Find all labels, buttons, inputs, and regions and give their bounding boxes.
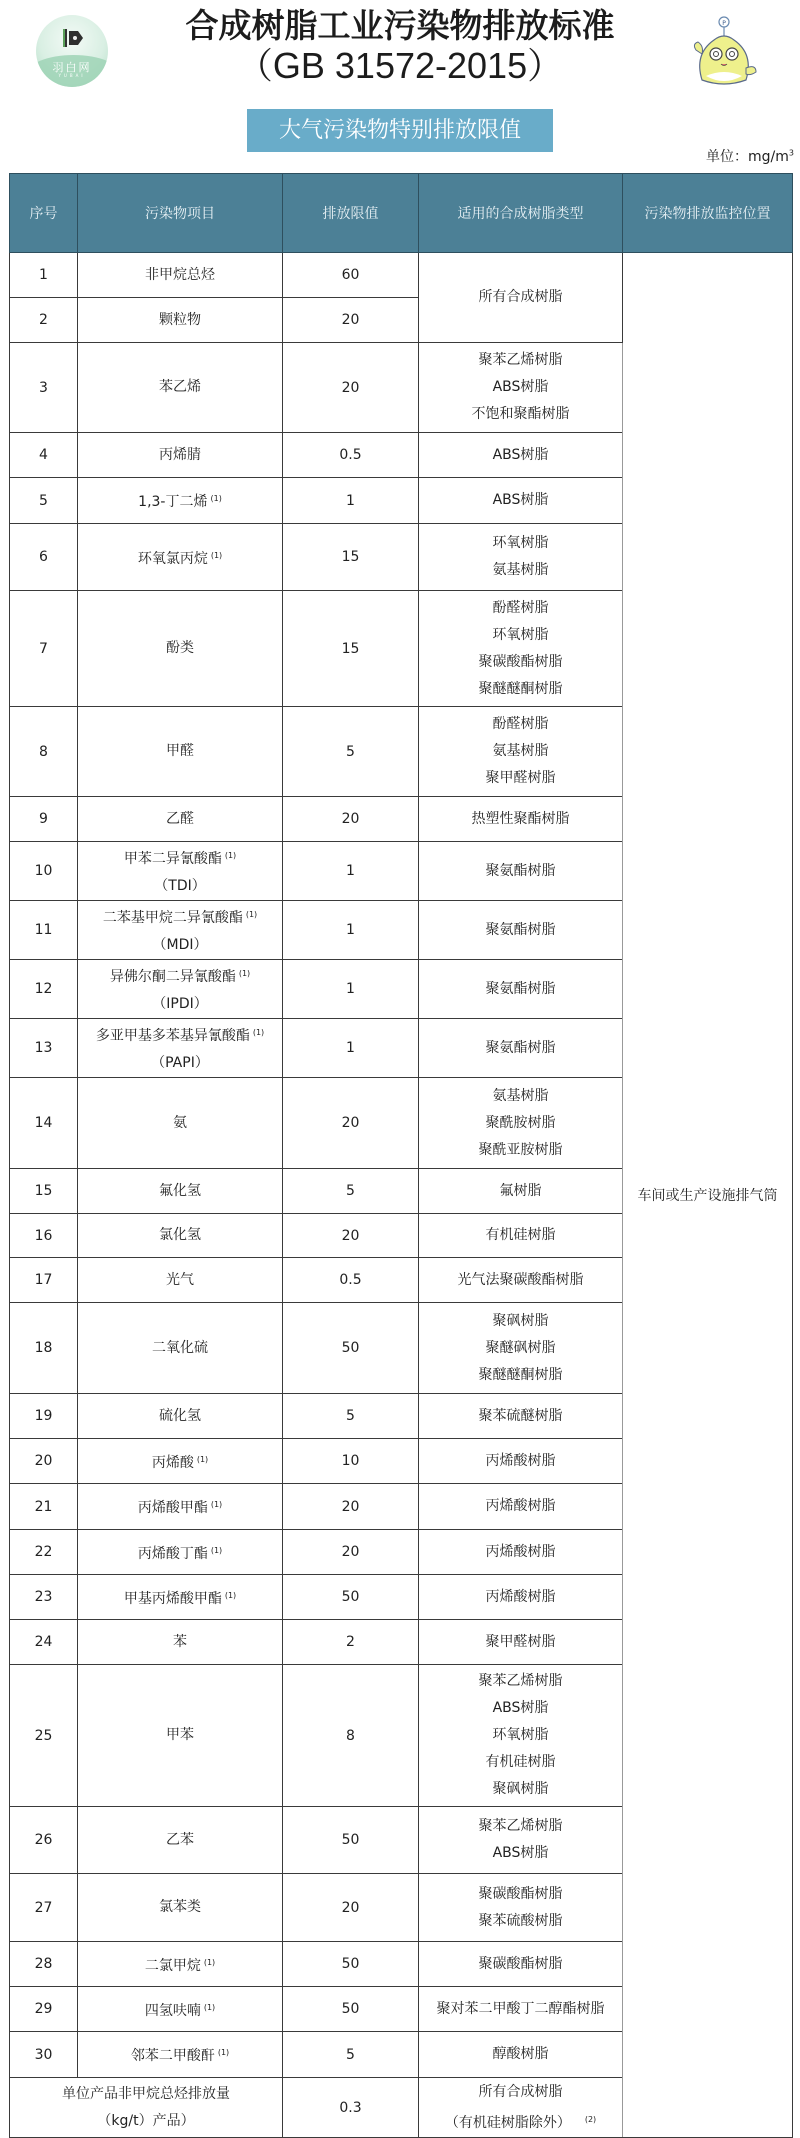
- resin-type: 光气法聚碳酸酯树脂: [457, 1271, 584, 1288]
- unit-label: [706, 146, 794, 166]
- cell-no: 22: [10, 1530, 78, 1575]
- resin-type: 氟树脂: [499, 1182, 542, 1199]
- cell-summary-item: [10, 2078, 283, 2138]
- pollutant-name: 丙烯酸丁酯: [137, 1545, 208, 1562]
- pollutant-name: 颗粒物: [159, 311, 201, 328]
- resin-type: 聚氨酯树脂: [485, 1039, 556, 1056]
- cell-no: 15: [10, 1169, 78, 1214]
- pollutant-name: 光气: [166, 1271, 194, 1288]
- cell-no: 19: [10, 1394, 78, 1439]
- pollutant-name: 苯乙烯: [159, 379, 201, 395]
- cell-resin-types: [419, 1530, 623, 1575]
- resin-type: 氨基树脂: [492, 743, 549, 759]
- table-row: [10, 253, 793, 298]
- pollutant-name: 环氧氯丙烷: [137, 550, 208, 567]
- footnote-ref: (1): [210, 1500, 223, 1509]
- resin-type: 聚苯乙烯树脂: [478, 352, 563, 368]
- cell-resin-types: [419, 1214, 623, 1258]
- resin-type: 聚碳酸酯树脂: [478, 653, 563, 670]
- cell-pollutant: [78, 1620, 283, 1665]
- cell-limit: 20: [283, 1214, 419, 1258]
- resin-type: 聚酰亚胺树脂: [478, 1141, 563, 1158]
- cell-limit: 15: [283, 591, 419, 707]
- cell-no: 2: [10, 298, 78, 343]
- cell-no: 20: [10, 1439, 78, 1484]
- unit-superscript: 3: [788, 148, 794, 158]
- resin-type: 环氧树脂: [492, 535, 549, 551]
- cell-limit: 10: [283, 1439, 419, 1484]
- pollutant-name: 1,3-丁二烯: [138, 494, 208, 510]
- resin-type: 丙烯酸树脂: [485, 1498, 556, 1514]
- cell-resin-types: [419, 1439, 623, 1484]
- col-header-pollutant: 污染物项目: [78, 174, 283, 253]
- cell-resin-types: [419, 1575, 623, 1620]
- resin-type: 聚苯硫酸树脂: [478, 1912, 563, 1929]
- cell-resin-types: [419, 797, 623, 842]
- cell-resin-types: [419, 1942, 623, 1987]
- cell-pollutant: [78, 298, 283, 343]
- footnote-ref: (1): [245, 910, 258, 919]
- cell-monitor-location: 车间或生产设施排气筒: [623, 253, 793, 2138]
- cell-limit: 1: [283, 960, 419, 1019]
- cell-no: 12: [10, 960, 78, 1019]
- footnote-ref: (2): [584, 2114, 597, 2124]
- cell-pollutant: [78, 1258, 283, 1303]
- summary-item-line2: （kg/t）产品）: [97, 2112, 195, 2129]
- cell-pollutant: [78, 707, 283, 797]
- cell-resin-types: [419, 1303, 623, 1394]
- cell-no: 13: [10, 1019, 78, 1078]
- resin-type: 醇酸树脂: [492, 2046, 549, 2062]
- cell-pollutant: [78, 433, 283, 478]
- cell-limit: 1: [283, 901, 419, 960]
- cell-resin-types: [419, 960, 623, 1019]
- cell-no: 5: [10, 478, 78, 524]
- summary-resin-line1: 所有合成树脂: [478, 2083, 563, 2100]
- resin-type: 氨基树脂: [492, 562, 549, 578]
- cell-summary-limit: 0.3: [283, 2078, 419, 2138]
- cell-limit: 20: [283, 1484, 419, 1530]
- cell-no: 9: [10, 797, 78, 842]
- cell-no: 8: [10, 707, 78, 797]
- svg-text:P: P: [722, 20, 726, 27]
- cell-no: 1: [10, 253, 78, 298]
- cell-pollutant: [78, 1214, 283, 1258]
- footnote-ref: (1): [238, 969, 251, 978]
- cell-no: 25: [10, 1665, 78, 1807]
- cell-limit: 50: [283, 1303, 419, 1394]
- resin-type: 聚甲醛树脂: [485, 1633, 556, 1650]
- cell-resin-types: [419, 1987, 623, 2032]
- pollutant-name: 异佛尔酮二异氰酸酯: [109, 969, 236, 985]
- resin-type: 聚碳酸酯树脂: [478, 1955, 563, 1972]
- cell-pollutant: [78, 1807, 283, 1874]
- cell-limit: 0.5: [283, 433, 419, 478]
- cell-limit: 20: [283, 1078, 419, 1169]
- cell-pollutant: [78, 1303, 283, 1394]
- logo-text-en: YUBAI: [58, 73, 86, 78]
- footnote-ref: (1): [224, 851, 237, 860]
- cell-resin-types: [419, 1620, 623, 1665]
- resin-type: 聚碳酸酯树脂: [478, 1885, 563, 1902]
- title-line-2: （GB 31572-2015）: [236, 45, 564, 86]
- cell-no: 11: [10, 901, 78, 960]
- footnote-ref: (1): [210, 550, 223, 560]
- cell-limit: 1: [283, 842, 419, 901]
- resin-type: 聚氨酯树脂: [485, 980, 556, 997]
- pollutant-name: 非甲烷总烃: [145, 266, 215, 283]
- col-header-resin-type: 适用的合成树脂类型: [419, 174, 623, 253]
- cell-resin-types: [419, 1484, 623, 1530]
- cell-no: 18: [10, 1303, 78, 1394]
- resin-type: 环氧树脂: [492, 1727, 549, 1743]
- cell-limit: 5: [283, 1394, 419, 1439]
- resin-type: ABS树脂: [492, 446, 549, 463]
- cell-limit: 20: [283, 343, 419, 433]
- pollutant-name: 邻苯二甲酸酐: [130, 2048, 215, 2064]
- cell-resin-types: [419, 591, 623, 707]
- cell-limit: 1: [283, 1019, 419, 1078]
- cell-no: 10: [10, 842, 78, 901]
- cell-no: 4: [10, 433, 78, 478]
- pollutant-name: 丙烯酸甲酯: [137, 1500, 208, 1516]
- cell-pollutant: [78, 1942, 283, 1987]
- cell-pollutant: [78, 478, 283, 524]
- cell-no: 7: [10, 591, 78, 707]
- cell-limit: 20: [283, 1530, 419, 1575]
- resin-type: 氨基树脂: [492, 1087, 549, 1104]
- footnote-ref: (1): [210, 1545, 223, 1555]
- pollutant-name: 氨: [173, 1114, 187, 1131]
- cell-limit: 50: [283, 1807, 419, 1874]
- resin-type: 有机硅树脂: [485, 1754, 556, 1770]
- pollutant-name: 二苯基甲烷二异氰酸酯: [102, 910, 243, 926]
- resin-type: 酚醛树脂: [492, 599, 549, 616]
- cell-pollutant: [78, 253, 283, 298]
- cell-no: 3: [10, 343, 78, 433]
- resin-type: 热塑性聚酯树脂: [471, 810, 570, 827]
- resin-type: 有机硅树脂: [485, 1227, 556, 1243]
- cell-no: 30: [10, 2032, 78, 2078]
- section-subtitle: 大气污染物特别排放限值: [247, 109, 553, 152]
- cell-no: 21: [10, 1484, 78, 1530]
- logo-text-cn: 羽白网: [52, 61, 92, 74]
- cell-no: 28: [10, 1942, 78, 1987]
- cell-pollutant: [78, 591, 283, 707]
- cell-pollutant: [78, 1439, 283, 1484]
- resin-type: ABS树脂: [492, 1700, 549, 1716]
- title-line-1: 合成树脂工业污染物排放标准: [185, 6, 615, 45]
- cell-resin-types: [419, 1258, 623, 1303]
- cell-limit: 50: [283, 1942, 419, 1987]
- pollutant-name: 甲基丙烯酸甲酯: [123, 1590, 222, 1607]
- footnote-ref: (1): [252, 1028, 265, 1037]
- cell-pollutant: [78, 797, 283, 842]
- cell-resin-types: [419, 478, 623, 524]
- cell-no: 17: [10, 1258, 78, 1303]
- table-header-row: [10, 174, 793, 253]
- cell-pollutant: [78, 1987, 283, 2032]
- resin-type: 聚苯乙烯树脂: [478, 1673, 563, 1689]
- cell-no: 14: [10, 1078, 78, 1169]
- cell-limit: 20: [283, 797, 419, 842]
- resin-type: 聚醚醚酮树脂: [478, 1366, 563, 1383]
- resin-type: 聚砜树脂: [492, 1781, 549, 1797]
- cell-limit: 60: [283, 253, 419, 298]
- pollutant-name: 丙烯腈: [159, 446, 201, 463]
- cell-limit: 5: [283, 1169, 419, 1214]
- cell-resin-types: [419, 1874, 623, 1942]
- cell-limit: 1: [283, 478, 419, 524]
- cell-pollutant: [78, 1575, 283, 1620]
- cell-pollutant: [78, 524, 283, 591]
- resin-type: 丙烯酸树脂: [485, 1588, 556, 1605]
- pollutant-abbr: （TDI）: [154, 878, 206, 894]
- cell-no: 16: [10, 1214, 78, 1258]
- resin-type: 不饱和聚酯树脂: [471, 406, 570, 422]
- pollutant-name: 甲苯: [166, 1727, 194, 1743]
- resin-type: 所有合成树脂: [478, 289, 563, 305]
- resin-type: 丙烯酸树脂: [485, 1452, 556, 1469]
- resin-type: 酚醛树脂: [492, 716, 549, 732]
- footnote-ref: (1): [196, 1454, 209, 1464]
- cell-pollutant: [78, 842, 283, 901]
- cell-no: 26: [10, 1807, 78, 1874]
- cell-summary-resins: [419, 2078, 623, 2138]
- cell-limit: 0.5: [283, 1258, 419, 1303]
- resin-type: 环氧树脂: [492, 626, 549, 643]
- cell-pollutant: [78, 1484, 283, 1530]
- cell-pollutant: [78, 1169, 283, 1214]
- cell-limit: 20: [283, 298, 419, 343]
- pollutant-name: 乙苯: [166, 1831, 194, 1848]
- resin-type: 聚氨酯树脂: [485, 921, 556, 938]
- cell-resin-types: [419, 433, 623, 478]
- pollutant-name: 甲醛: [166, 743, 194, 759]
- pollutant-name: 硫化氢: [159, 1407, 201, 1424]
- pollutant-abbr: （PAPI）: [151, 1055, 209, 1071]
- footnote-ref: (1): [217, 2048, 230, 2057]
- cell-resin-types: [419, 1394, 623, 1439]
- cell-limit: 15: [283, 524, 419, 591]
- page-title: [0, 6, 800, 86]
- cell-pollutant: [78, 1874, 283, 1942]
- unit-text: 单位：mg/m: [706, 149, 789, 165]
- col-header-no: 序号: [10, 174, 78, 253]
- cell-resin-types: [419, 842, 623, 901]
- resin-type: 聚苯硫醚树脂: [478, 1407, 563, 1424]
- pollutant-name: 二氯甲烷: [144, 1957, 201, 1974]
- cell-pollutant: [78, 343, 283, 433]
- cell-resin-types: [419, 707, 623, 797]
- pollutant-name: 丙烯酸: [151, 1454, 194, 1471]
- pollutant-name: 氟化氢: [159, 1182, 201, 1199]
- cell-no: 27: [10, 1874, 78, 1942]
- cell-resin-types: [419, 253, 623, 343]
- resin-type: 聚酰胺树脂: [485, 1114, 556, 1131]
- resin-type: 聚砜树脂: [492, 1312, 549, 1329]
- resin-type: 丙烯酸树脂: [485, 1543, 556, 1560]
- emission-limits-table: [9, 173, 793, 2138]
- cell-pollutant: [78, 960, 283, 1019]
- pollutant-name: 酚类: [166, 640, 194, 656]
- cell-pollutant: [78, 2032, 283, 2078]
- cell-resin-types: [419, 343, 623, 433]
- cell-limit: 8: [283, 1665, 419, 1807]
- pollutant-abbr: （MDI）: [152, 937, 208, 953]
- cell-limit: 20: [283, 1874, 419, 1942]
- cell-resin-types: [419, 524, 623, 591]
- footnote-ref: (1): [210, 494, 222, 503]
- cell-pollutant: [78, 1019, 283, 1078]
- footnote-ref: (1): [203, 2002, 216, 2012]
- cell-limit: 2: [283, 1620, 419, 1665]
- cell-no: 6: [10, 524, 78, 591]
- cell-resin-types: [419, 1019, 623, 1078]
- summary-item-line1: 单位产品非甲烷总烃排放量: [62, 2085, 230, 2102]
- pollutant-name: 苯: [173, 1633, 187, 1650]
- pollutant-name: 氯苯类: [159, 1899, 201, 1915]
- resin-type: 聚苯乙烯树脂: [478, 1818, 563, 1834]
- cell-limit: 50: [283, 1987, 419, 2032]
- resin-type: ABS树脂: [492, 492, 549, 508]
- resin-type: ABS树脂: [492, 379, 549, 395]
- cell-pollutant: [78, 1530, 283, 1575]
- cell-no: 29: [10, 1987, 78, 2032]
- resin-type: 聚醚醚酮树脂: [478, 680, 563, 697]
- resin-type: 聚醚砜树脂: [485, 1339, 556, 1356]
- cell-limit: 5: [283, 2032, 419, 2078]
- cell-resin-types: [419, 2032, 623, 2078]
- resin-type: ABS树脂: [492, 1845, 549, 1861]
- footnote-ref: (1): [203, 1957, 216, 1967]
- col-header-limit: 排放限值: [283, 174, 419, 253]
- resin-type: 聚甲醛树脂: [485, 770, 556, 786]
- col-header-monitor-location: 污染物排放监控位置: [623, 174, 793, 253]
- pollutant-name: 四氢呋喃: [144, 2002, 201, 2019]
- cell-pollutant: [78, 901, 283, 960]
- pollutant-name: 乙醛: [166, 810, 194, 827]
- cell-resin-types: [419, 1078, 623, 1169]
- cell-resin-types: [419, 1807, 623, 1874]
- cell-limit: 50: [283, 1575, 419, 1620]
- cell-no: 24: [10, 1620, 78, 1665]
- resin-type: 聚对苯二甲酸丁二醇酯树脂: [436, 2000, 605, 2017]
- footnote-ref: (1): [224, 1590, 237, 1600]
- pollutant-name: 多亚甲基多苯基异氰酸酯: [95, 1028, 250, 1044]
- resin-type: 聚氨酯树脂: [485, 862, 556, 879]
- cell-no: 23: [10, 1575, 78, 1620]
- cell-pollutant: [78, 1394, 283, 1439]
- cell-pollutant: [78, 1078, 283, 1169]
- cell-resin-types: [419, 901, 623, 960]
- pollutant-abbr: （IPDI）: [152, 996, 208, 1012]
- summary-resin-line2: （有机硅树脂除外）: [444, 2114, 571, 2131]
- pollutant-name: 氯化氢: [159, 1227, 201, 1243]
- pollutant-name: 甲苯二异氰酸酯: [123, 851, 222, 867]
- pollutant-name: 二氧化硫: [152, 1339, 208, 1356]
- cell-pollutant: [78, 1665, 283, 1807]
- cell-resin-types: [419, 1169, 623, 1214]
- cell-limit: 5: [283, 707, 419, 797]
- cell-resin-types: [419, 1665, 623, 1807]
